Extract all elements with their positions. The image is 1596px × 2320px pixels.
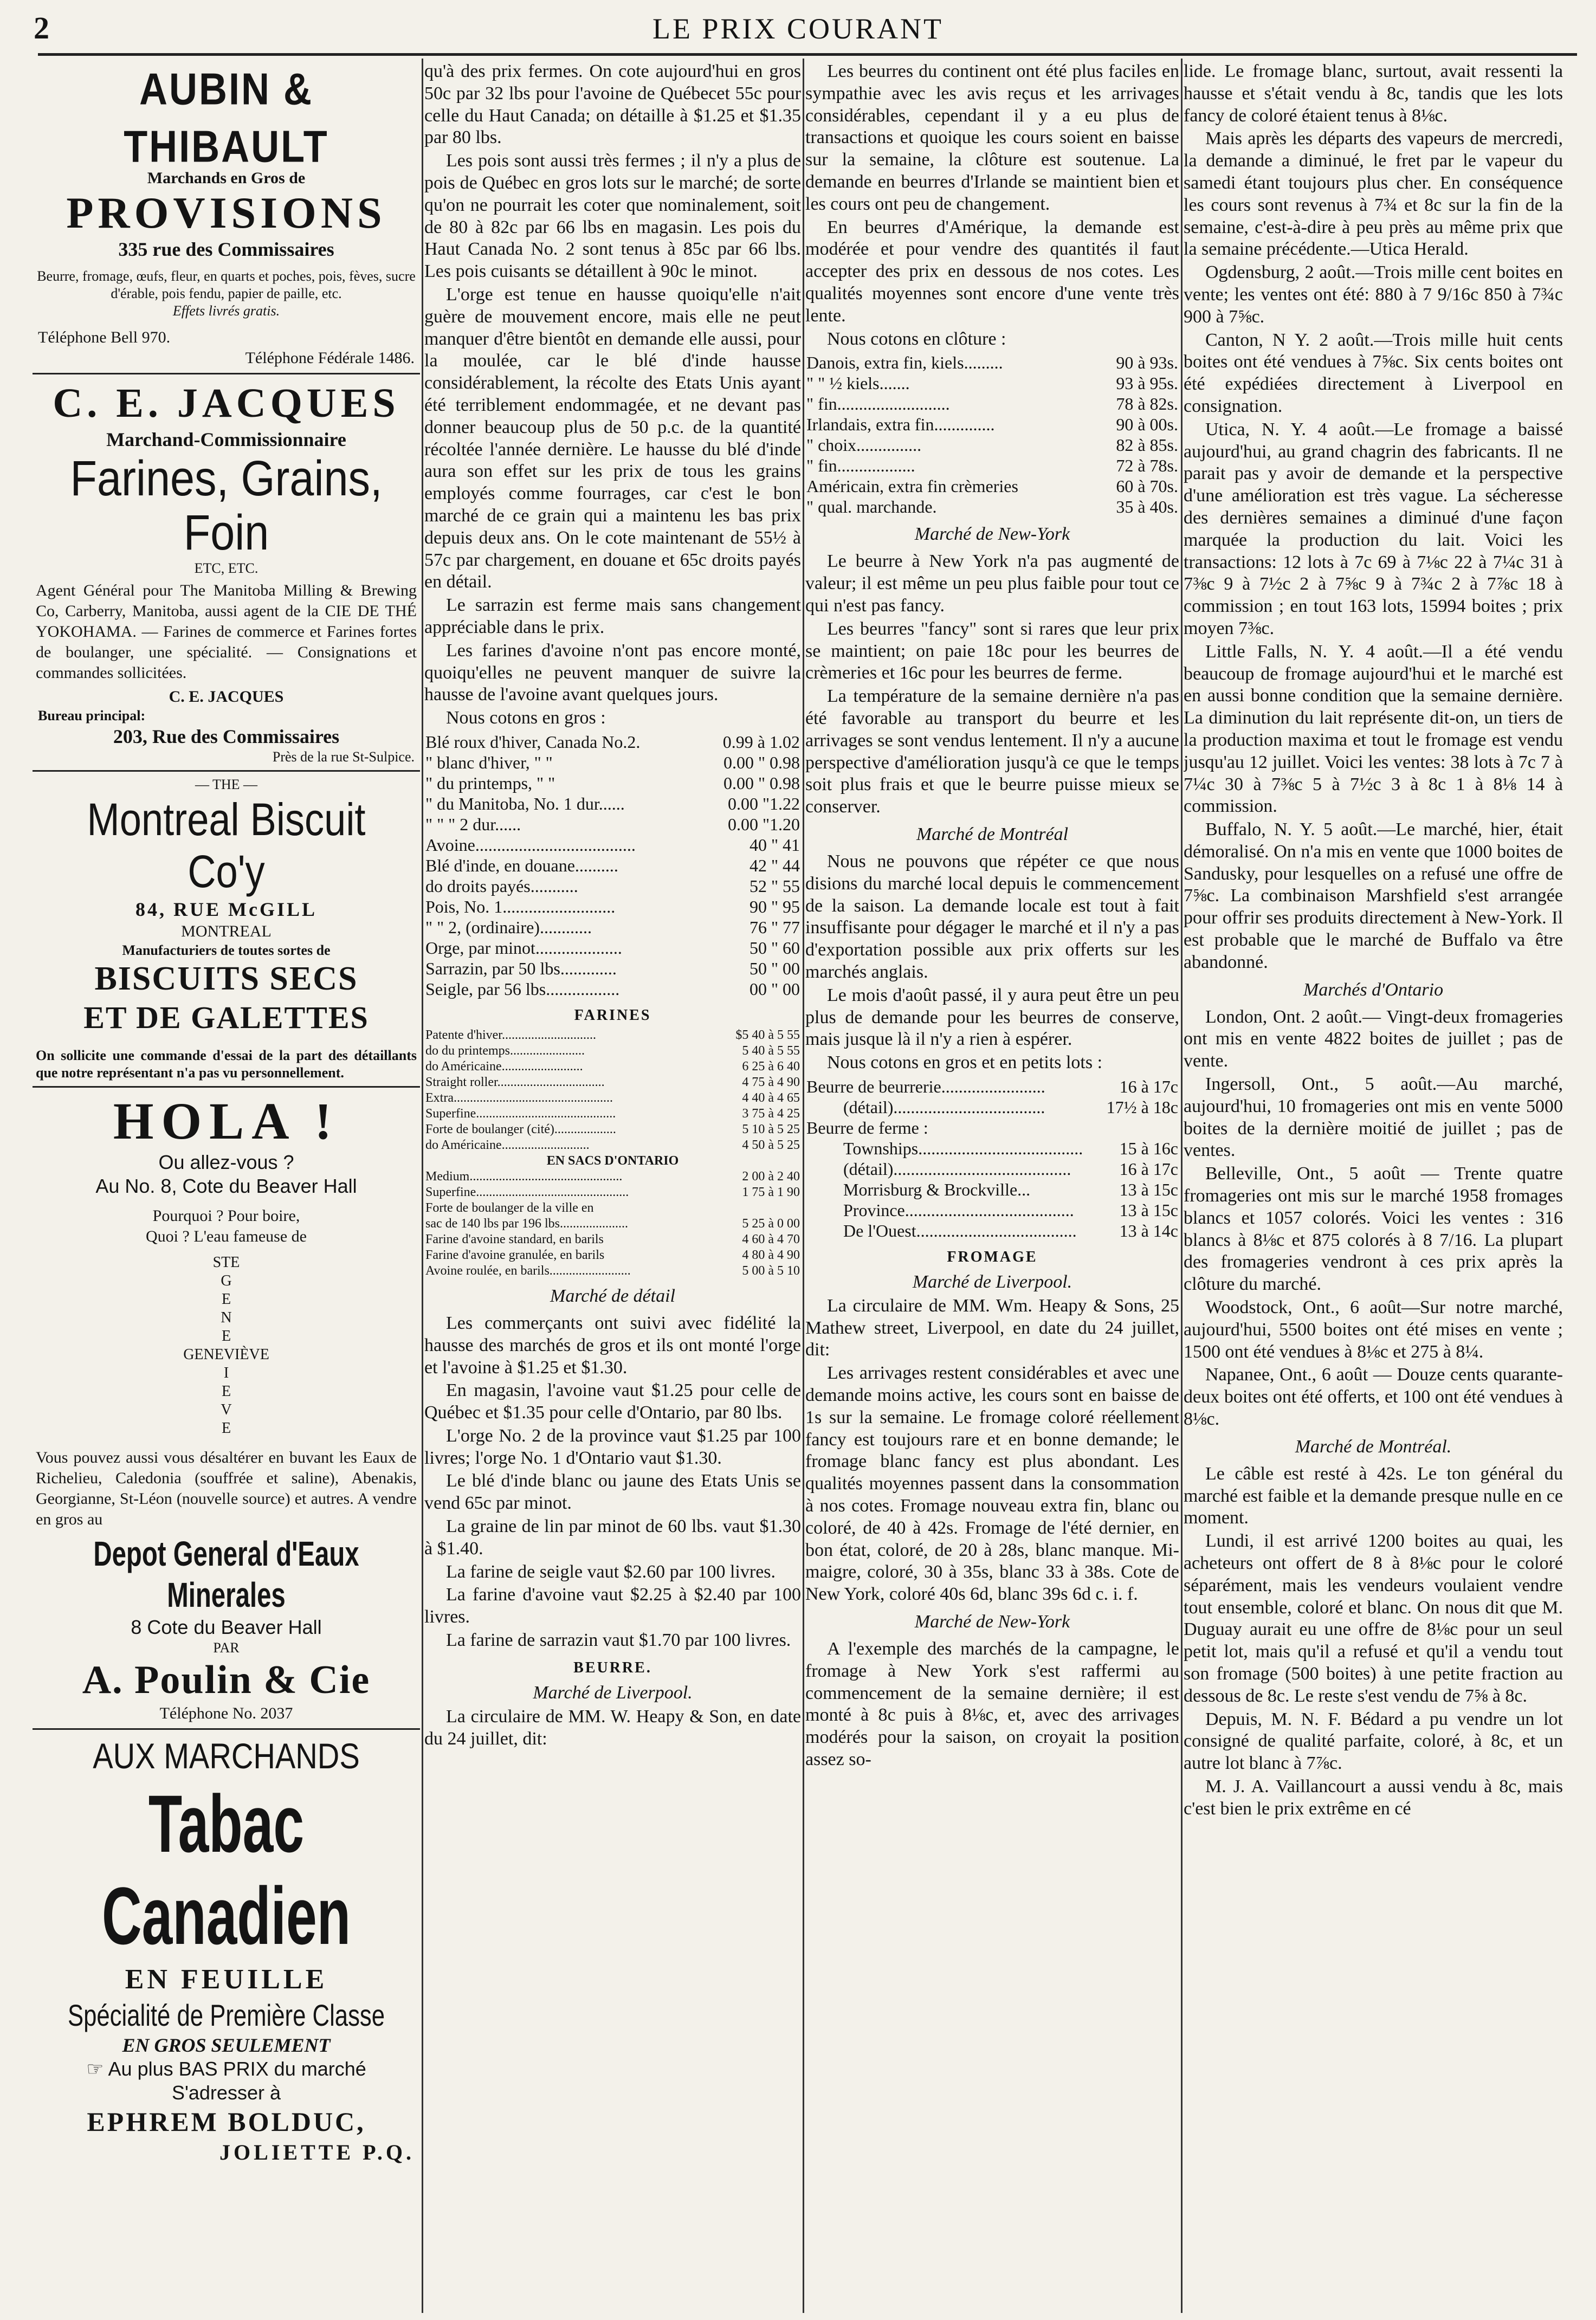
table-cell: Seigle, par 56 lbs................. <box>425 979 620 999</box>
paragraph: L'orge No. 2 de la province vaut $1.25 par 100 livres; l'orge No. 1 d'Ontario vaut $1.30. <box>424 1425 801 1468</box>
table-row <box>424 1075 801 1090</box>
paragraph: La graine de lin par minot de 60 lbs. vaut $1.30 à $1.40. <box>424 1516 801 1559</box>
paragraph: Nous cotons en gros et en petits lots : <box>827 1052 1103 1073</box>
table-row <box>805 1200 1179 1220</box>
table-row <box>805 1159 1179 1179</box>
table-row <box>424 1263 801 1279</box>
table-cell: 16 à 17c <box>1119 1076 1178 1096</box>
paragraph: Le blé d'inde blanc ou jaune des Etats Unis se vend 65c par minot. <box>424 1471 801 1514</box>
page-number: 2 <box>34 10 49 46</box>
newspaper-title: LE PRIX COURANT <box>652 12 944 45</box>
table-cell: 0.00 "1.20 <box>727 814 800 834</box>
paragraph: Utica, N. Y. 4 août.—Le fromage a baissé aujourd'hui, au grand chagrin des fabricants. Il ne parait pas y avoir de demande et la perspective d'une amélioration est très vague. La sécheresse des dernières semaines a diminué d'une façon marquée la production du lait. Voici les transactions: 12 lots à 7c 69 à 7⅛c 22 à 7¼c 31 à 7⅜c 9 à 7½c 2 à 7⅝c 9 à 7¾c 2 à 7⅞c 18 à commission ; en tout 163 lots, 15994 boites ; prix moyen 7⅜c. <box>1184 419 1563 638</box>
ad-text: Manufacturiers de toutes sortes de <box>122 942 331 958</box>
table-cell: Extra................................................. <box>425 1090 613 1105</box>
ad-divider <box>33 1728 420 1730</box>
table-row <box>805 435 1179 455</box>
section-heading: Marché de détail <box>550 1285 675 1306</box>
table-row <box>805 1179 1179 1200</box>
table-cell: 2 00 à 2 40 <box>742 1169 800 1184</box>
table-cell: 4 40 à 4 65 <box>742 1090 800 1105</box>
paragraph: Belleville, Ont., 5 août — Trente quatre fromageries ont mis sur le marché 1958 fromages blancs et 1057 colorés. Voici les ventes : 316 blancs à 8⅛c et 875 colorés à 8 7/16. La plupart des fromageries vendront à ces prix après la clôture du marché. <box>1184 1164 1563 1295</box>
paragraph: Ingersoll, Ont., 5 août.—Au marché, aujourd'hui, 10 fromageries ont mis en vente 5000 boites de la dernière moitié de juillet ; pas de ventes. <box>1184 1074 1563 1161</box>
ad-text: ETC, ETC. <box>194 560 259 576</box>
table-cell: 5 10 à 5 25 <box>742 1122 800 1136</box>
local-butter-table <box>805 1076 1179 1241</box>
table-cell: 13 à 15c <box>1119 1179 1178 1199</box>
page-header <box>0 0 1596 60</box>
ad-address: 8 Cote du Beaver Hall <box>131 1616 322 1638</box>
table-cell: Townships...................................... <box>843 1138 1083 1158</box>
table-cell: 90 à 00s. <box>1116 415 1178 435</box>
ad-tabac <box>33 1734 420 2167</box>
table-cell: 17½ à 18c <box>1106 1097 1178 1117</box>
table-cell: 52 " 55 <box>749 876 800 896</box>
paragraph: La circulaire de MM. Wm. Heapy & Sons, 25 Mathew street, Liverpool, en date du 24 juillet, dit: <box>805 1295 1179 1360</box>
ad-subtitle: Marchand-Commissionnaire <box>106 429 346 450</box>
table-cell: 13 à 15c <box>1119 1200 1178 1220</box>
table-cell: 13 à 14c <box>1119 1220 1178 1240</box>
paragraph: Les commerçants ont suivi avec fidélité la hausse des marchés de gros et ils ont monté l'orge et l'avoine à $1.25 et $1.30. <box>424 1313 801 1378</box>
paragraph: qu'à des prix fermes. On cote aujourd'hui en gros 50c par 32 lbs pour l'avoine de Québecet 55c pour celle du Haut Canada; on détaille à $1.25 et $1.35 par 80 lbs. <box>424 61 801 148</box>
table-row <box>805 414 1179 435</box>
table-cell: Province....................................... <box>843 1200 1074 1220</box>
table-cell: Forte de boulanger (cité)................... <box>425 1122 616 1136</box>
paragraph: A l'exemple des marchés de la campagne, le fromage à New York s'est raffermi au commencement de la semaine dernière; il est monté à 8c puis à 8⅛c, et, avec des arrivages modérés pour la saison, on croyait la position assez so- <box>805 1639 1179 1770</box>
ad-title: C. E. JACQUES <box>53 380 400 426</box>
paragraph: Depuis, M. N. F. Bédard a pu vendre un lot consigné de qualité parfaite, coloré, à 8c, et un autre lot blanc à 7⅞c. <box>1184 1709 1563 1774</box>
table-cell <box>709 1200 801 1216</box>
table-row <box>805 1076 1179 1097</box>
table-cell: 0.00 "1.22 <box>727 793 800 813</box>
paragraph: La circulaire de MM. W. Heapy & Son, en date du 24 juillet, dit: <box>424 1706 801 1749</box>
ad-title: AUBIN & THIBAULT <box>124 64 329 172</box>
table-cell: 72 à 78s. <box>1116 456 1178 476</box>
ad-hola <box>33 1092 420 1724</box>
section-subheading: Marché de Liverpool. <box>912 1271 1072 1292</box>
section-heading: Marché de Montréal. <box>1295 1436 1452 1457</box>
paragraph: Little Falls, N. Y. 4 août.—Il a été vendu beaucoup de fromage aujourd'hui et le marché est en aussi bonne condition que la semaine dernière. La diminution du lait représente dit-on, un tiers de la production maxima et tout le fromage est vendu jusqu'au 12 juillet. Voici les ventes: 38 lots à 7c 7 à 7¼c 30 à 7⅜c 5 à 7½c 3 à 8c 1 à 8⅛ 14 à commission. <box>1184 641 1563 817</box>
table-cell: 4 75 à 4 90 <box>742 1075 800 1089</box>
table-cell: 42 " 44 <box>749 855 800 875</box>
ad-text: Au plus BAS PRIX du marché <box>108 2058 366 2080</box>
table-row <box>424 1153 801 1169</box>
paragraph: La farine de seigle vaut $2.60 par 100 livres. <box>446 1561 776 1582</box>
table-row <box>805 476 1179 496</box>
table-row <box>424 1248 801 1263</box>
table-row <box>805 393 1179 414</box>
ad-text: — THE — <box>195 777 258 792</box>
header-rule <box>38 53 1577 56</box>
ad-signature: C. E. JACQUES <box>169 688 284 706</box>
column-divider <box>803 59 804 2313</box>
ads-column <box>33 61 420 2310</box>
paragraph: Lundi, il est arrivé 1200 boites au quai, les acheteurs ont offert de 8 à 8⅛c pour le coloré séparément, mais les vendeurs voulaient vendre tout ensemble, coloré et blanc. On nous dit que M. Duguay aurait eu une offre de 8⅛c pour un seul petit lot, mais qu'il a refusé et qu'il a vendu tout son fromage (500 boites) à une petite fraction au dessous de 8c. Le reste s'est vendu de 7⅝ à 8c. <box>1184 1531 1563 1706</box>
paragraph: Woodstock, Ont., 6 août—Sur notre marché, aujourd'hui, 5500 boites ont été mises en vente ; 1500 ont été vendues à 8⅛c et 275 à 8¼. <box>1184 1297 1563 1362</box>
table-cell: " du printemps, " " <box>425 773 555 793</box>
ad-headline: ET DE GALETTES <box>83 1000 369 1035</box>
table-row <box>805 352 1179 373</box>
paragraph: lide. Le fromage blanc, surtout, avait ressenti la hausse et s'était vendu à 8c, tandis que les lots fancy de coloré étaient tenus à 8⅛c. <box>1184 61 1563 126</box>
table-row <box>424 835 801 855</box>
article-column-4 <box>1184 61 1563 2310</box>
ad-letter: E <box>221 1291 231 1308</box>
ad-text: Spécialité de Première Classe <box>67 1998 385 2032</box>
ad-letter: E <box>221 1383 231 1400</box>
ad-text: Quoi ? L'eau fameuse de <box>146 1227 307 1245</box>
column-divider <box>422 59 423 2313</box>
ad-title: A. Poulin & Cie <box>82 1658 371 1702</box>
paragraph: Les beurres "fancy" sont si rares que leur prix se maintient; on paie 18c pour les beurres de crèmeries et 16c pour les beurres de ferme. <box>805 618 1179 683</box>
table-cell: " qual. marchande. <box>806 497 937 517</box>
table-cell: " du Manitoba, No. 1 dur...... <box>425 793 625 813</box>
table-row <box>424 979 801 999</box>
ad-letter: V <box>221 1401 232 1418</box>
table-row <box>424 793 801 814</box>
table-cell: 6 25 à 6 40 <box>742 1059 800 1074</box>
table-cell: 90 à 93s. <box>1116 353 1178 373</box>
ad-text: Agent Général pour The Manitoba Milling & Brewing Co, Carberry, Manitoba, aussi agent de la CIE DE THÉ YOKOHAMA. — Farines de commerce et Farines fortes de boulanger, une spécialité. — Consignations et commandes sollicitées. <box>36 581 417 682</box>
table-cell: Orge, par minot.................... <box>425 938 622 958</box>
table-cell: 40 " 41 <box>749 835 800 855</box>
ad-montreal-biscuit <box>33 776 420 1082</box>
paragraph: Le câble est resté à 42s. Le ton général du marché est faible et la demande presque nulle en ce moment. <box>1184 1463 1563 1528</box>
paragraph: Nous cotons en gros : <box>446 708 606 728</box>
ad-text: Pourquoi ? Pour boire, <box>152 1207 300 1225</box>
table-cell: Superfine............................................... <box>425 1185 629 1199</box>
ad-letter: I <box>223 1365 229 1381</box>
ad-aubin-thibault <box>33 64 420 369</box>
table-row <box>805 1220 1179 1241</box>
table-cell: do Américaine........................... <box>425 1138 590 1152</box>
table-row <box>424 814 801 835</box>
table-cell: 5 00 à 5 10 <box>742 1263 800 1278</box>
section-heading: Marché de New-York <box>914 524 1070 545</box>
ad-headline: BISCUITS SECS <box>94 960 358 997</box>
flour-price-table <box>424 1027 801 1279</box>
table-cell: 50 " 00 <box>749 958 800 978</box>
table-cell: 3 75 à 4 25 <box>742 1106 800 1121</box>
table-cell: Blé roux d'hiver, Canada No.2. <box>425 732 641 752</box>
table-cell: Irlandais, extra fin.............. <box>806 415 995 435</box>
table-cell: Avoine roulée, en barils......................... <box>425 1263 631 1278</box>
ad-text: Effets livrés gratis. <box>172 303 280 319</box>
table-row <box>424 896 801 917</box>
ad-text: Beurre, fromage, œufs, fleur, en quarts et poches, pois, fèves, sucre d'érable, pois fendu, papier de paille, etc. <box>37 268 416 301</box>
table-cell: Farine d'avoine granulée, en barils <box>425 1248 605 1262</box>
table-cell: 4 60 à 4 70 <box>742 1232 800 1246</box>
paragraph: La température de la semaine dernière n'a pas été favorable au transport du beurre et les arrivages se sont vendus lentement. Il n'y a aucune perspective d'amélioration jusqu'à ce que le temps soit plus frais et que le beurre puisse mieux se conserver. <box>805 686 1179 817</box>
table-cell: 0.00 " 0.98 <box>723 773 800 793</box>
paragraph: London, Ont. 2 août.— Vingt-deux fromageries ont mis en vente 4822 boites de juillet ; pas de vente. <box>1184 1006 1563 1071</box>
ad-title: Montreal Biscuit Co'y <box>87 794 366 897</box>
table-cell: " " ½ kiels....... <box>806 373 910 393</box>
table-cell: Américain, extra fin crèmeries <box>806 476 1018 496</box>
ad-divider <box>33 770 420 772</box>
section-heading: Marché de New-York <box>914 1612 1070 1632</box>
table-cell: Straight roller................................. <box>425 1075 605 1089</box>
table-cell: " blanc d'hiver, " " <box>425 752 553 772</box>
table-cell: 0.00 " 0.98 <box>723 752 800 772</box>
section-subheading: Marché de Liverpool. <box>533 1682 693 1703</box>
paragraph: M. J. A. Vaillancourt a aussi vendu à 8c, mais c'est bien le prix extrême en cé <box>1184 1776 1563 1819</box>
ad-text: EN FEUILLE <box>125 1964 328 1995</box>
table-cell: Beurre de beurrerie........................ <box>806 1076 1045 1096</box>
table-cell: 50 " 60 <box>749 938 800 958</box>
butter-price-table <box>805 352 1179 517</box>
table-cell: 4 50 à 5 25 <box>742 1138 800 1152</box>
table-row <box>424 917 801 938</box>
table-row <box>805 455 1179 476</box>
table-row <box>424 732 801 752</box>
table-cell: 16 à 17c <box>1119 1159 1178 1179</box>
table-row <box>424 958 801 979</box>
table-row <box>805 1117 1179 1138</box>
ad-headline: HOLA ! <box>113 1092 340 1150</box>
table-cell: $5 40 à 5 55 <box>735 1027 800 1042</box>
ad-text: Bureau principal: <box>38 708 146 723</box>
ad-text: PAR <box>213 1640 240 1656</box>
table-row <box>805 373 1179 393</box>
ad-text: STE <box>212 1254 240 1271</box>
table-row <box>424 1059 801 1075</box>
table-cell: 82 à 85s. <box>1116 435 1178 455</box>
table-cell: 35 à 40s. <box>1116 497 1178 517</box>
paragraph: Les beurres du continent ont été plus faciles en sympathie avec les avis reçus et les arrivages considérables, cependant il y a eu plus de transactions et quoique les cours soient en baisse sur la semaine, la clôture est soutenue. La demande en beurres d'Irlande se maintient bien et les cours ont peu de changement. <box>805 61 1179 214</box>
table-row <box>424 1106 801 1122</box>
table-cell: 1 75 à 1 90 <box>742 1185 800 1199</box>
paragraph: Les arrivages restent considérables et avec une demande moins active, les cours sont en baisse de 1s sur la semaine. Le fromage coloré réellement fancy est toujours rare et en bonne demande; le fromage blanc fancy est plus abondant. Les qualités moyennes passent dans la consommation à nos cotes. Fromage nouveau extra fin, blanc ou coloré, de 40 à 42s. Fromage de l'été dernier, en bon état, coloré, de 20 à 28s, blanc manque. Mi-maigre, coloré, 30 à 35s, blanc 33 à 38s. Cote de New York, coloré 40s 6d, blanc 39s 6d c. i. f. <box>805 1363 1179 1605</box>
ad-text: Près de la rue St-Sulpice. <box>272 749 415 765</box>
table-row <box>424 1043 801 1059</box>
table-cell: 93 à 95s. <box>1116 373 1178 393</box>
table-cell: Pois, No. 1.......................... <box>425 896 616 916</box>
paragraph: Buffalo, N. Y. 5 août.—Le marché, hier, était démoralisé. On n'a mis en vente que 1000 boites de Sandusky, pour lesquelles on a refusé une offre de 7⅝c. La combinaison Marshfield s'est arrangée pour offrir ses produits directement à New-York. Il est probable que le marché de Buffalo va être abandonné. <box>1184 819 1563 972</box>
table-row <box>805 1138 1179 1159</box>
paragraph: L'orge est tenue en hausse quoiqu'elle n'ait guère de mouvement encore, mais elle ne peut manquer d'être bientôt en demande elle aussi, pour la moulée, car le blé d'inde hausse considérablement, la récolte des Etats Unis ayant été terriblement endommagée, et ne devant pas donner beaucoup plus de 50 p.c. de la quantité récoltée l'année dernière. Le hausse du blé d'inde aura son effet sur les prix de tous les grains employés comme fourrages, car c'est le bon marché de ce grain qui a maintenu les bas prix depuis deux ans. On le cote maintenant de 55½ à 57c par chargement, en douane et 65c droits payés en détail. <box>424 284 801 592</box>
table-cell: Avoine..................................... <box>425 835 636 855</box>
table-cell: 90 " 95 <box>749 896 800 916</box>
ad-divider <box>33 1086 420 1088</box>
ad-letter: G <box>221 1272 232 1289</box>
section-heading: Marchés d'Ontario <box>1303 979 1444 1000</box>
pointing-hand-icon: ☞ <box>86 2058 104 2080</box>
table-cell: do du printemps....................... <box>425 1043 585 1058</box>
table-cell: 5 40 à 5 55 <box>742 1043 800 1058</box>
table-row <box>424 752 801 773</box>
grain-price-table <box>424 732 801 999</box>
paragraph: La farine de sarrazin vaut $1.70 par 100 livres. <box>446 1630 791 1651</box>
ad-text: Ou allez-vous ? <box>158 1151 294 1173</box>
section-heading: BEURRE. <box>573 1659 652 1676</box>
table-row <box>424 938 801 958</box>
table-cell: 78 à 82s. <box>1116 394 1178 414</box>
ad-address: Au No. 8, Cote du Beaver Hall <box>95 1175 357 1197</box>
column-divider <box>1181 59 1183 2313</box>
table-row <box>424 1200 801 1216</box>
ad-phone: Téléphone No. 2037 <box>159 1704 293 1722</box>
table-cell: Sarrazin, par 50 lbs............. <box>425 958 617 978</box>
paragraph: Le beurre à New York n'a pas augmenté de valeur; il est même un peu plus faible pour tout ce qui n'est pas fancy. <box>805 551 1179 616</box>
ad-headline: Depot General d'Eaux Minerales <box>93 1534 359 1614</box>
paragraph: Ogdensburg, 2 août.—Trois mille cent boites en vente; les ventes ont été: 880 à 7 9/16c 850 à 7¾c 900 à 7⅝c. <box>1184 262 1563 327</box>
table-cell: De l'Ouest..................................... <box>843 1220 1077 1240</box>
paragraph: Napanee, Ont., 6 août — Douze cents quarante-deux boites ont été offerts, et 100 ont été vendues à 8⅛c. <box>1184 1365 1563 1430</box>
table-cell: 0.99 à 1.02 <box>722 732 800 752</box>
table-row <box>424 855 801 876</box>
ad-text: On sollicite une commande d'essai de la part des détaillants que notre représentant n'a pas vu personnellement. <box>36 1048 417 1081</box>
paragraph: Le sarrazin est ferme mais sans changement appréciable dans le prix. <box>424 595 801 637</box>
ad-phone: Téléphone Bell 970. <box>38 328 171 346</box>
ad-text <box>33 2057 420 2081</box>
table-cell: " " 2, (ordinaire)............ <box>425 917 592 937</box>
table-row <box>424 1232 801 1248</box>
section-heading: FROMAGE <box>947 1248 1038 1265</box>
ad-text: MONTREAL <box>181 922 272 940</box>
table-cell: " fin.......................... <box>806 394 950 414</box>
table-cell: 5 25 à 0 00 <box>742 1216 800 1231</box>
ad-text: GENEVIÈVE <box>183 1346 269 1363</box>
table-row <box>805 496 1179 517</box>
table-cell: 60 à 70s. <box>1116 476 1178 496</box>
table-cell: Forte de boulanger de la ville en <box>425 1200 594 1215</box>
table-cell: 76 " 77 <box>749 917 800 937</box>
table-cell: do droits payés........... <box>425 876 578 896</box>
ad-headline: PROVISIONS <box>66 188 386 237</box>
table-cell: 00 " 00 <box>749 979 800 999</box>
table-row <box>424 876 801 896</box>
paragraph: En beurres d'Amérique, la demande est modérée et pour vendre des quantités il faut accepter des prix en dessous de nos cotes. Les qualités moyennes sont encore d'une vente très lente. <box>805 217 1179 326</box>
table-row <box>424 1185 801 1200</box>
table-cell: sac de 140 lbs par 196 lbs..................... <box>425 1216 628 1231</box>
ad-address: 335 rue des Commissaires <box>118 238 334 260</box>
paragraph: Mais après les départs des vapeurs de mercredi, la demande a diminué, le fret par le vapeur du samedi étant toujours plus cher. En conséquence les cours sont revenus à 7¾ et 8c sur la fin de la semaine, c'est-à-dire à peu près au même prix que la semaine précédente.—Utica Herald. <box>1184 128 1563 260</box>
paragraph: Les farines d'avoine n'ont pas encore monté, quoiqu'elles ne peuvent manquer de suivre la hausse de l'avoine avant quelques jours. <box>424 640 801 705</box>
table-cell: Patente d'hiver............................. <box>425 1027 596 1042</box>
section-heading: Marché de Montréal <box>916 824 1069 844</box>
table-row <box>424 1027 801 1043</box>
ad-letter: E <box>221 1328 231 1345</box>
ad-title: EPHREM BOLDUC, <box>87 2106 366 2137</box>
paragraph: Nous cotons en clôture : <box>827 328 1006 349</box>
ad-letter: N <box>221 1309 232 1326</box>
ad-headline: Farines, Grains, Foin <box>70 451 383 560</box>
table-cell: " " " 2 dur...... <box>425 814 521 834</box>
table-row <box>424 1122 801 1138</box>
table-row <box>424 1138 801 1153</box>
ad-text: Vous pouvez aussi vous désaltérer en buvant les Eaux de Richelieu, Caledonia (souffrée et saline), Abenakis, Georgianne, St-Léon (nouvelle source) et autres. A vendre en gros au <box>36 1449 417 1528</box>
paragraph: La farine d'avoine vaut $2.25 à $2.40 par 100 livres. <box>424 1585 801 1627</box>
paragraph: Le mois d'août passé, il y aura peut être un peu plus de demande pour les beurres de conserve, mais jusque là il n'y a rien à espérer. <box>805 985 1179 1050</box>
table-cell: Beurre de ferme : <box>806 1117 928 1138</box>
paragraph: Canton, N Y. 2 août.—Trois mille huit cents boites ont été vendues à 7⅝c. Six cents boites ont été expédiées directement à Liverpool en consignation. <box>1184 329 1563 416</box>
ad-divider <box>33 373 420 374</box>
table-cell: Morrisburg & Brockville... <box>843 1179 1031 1199</box>
ad-address: 203, Rue des Commissaires <box>113 726 340 747</box>
ad-jacques <box>33 379 420 766</box>
table-cell: Blé d'inde, en douane.......... <box>425 855 618 875</box>
paragraph: Les pois sont aussi très fermes ; il n'y a plus de pois de Québec en gros lots sur le marché; de sorte qu'on ne pourrait les coter que nominalement, soit de 80 à 82c par 66 lbs en magasin. Les pois du Haut Canada No. 2 sont tenus à 85c par 66 lbs. Les pois cuisants se détaillent à 90c le minot. <box>424 151 801 282</box>
paragraph: Nous ne pouvons que répéter ce que nous disions du marché local depuis le commencement de la saison. La demande locale est tout à fait insuffisante pour dégager le marché et il n'y a pas d'exportation possible aux prix offerts sur les marchés anglais. <box>805 851 1179 982</box>
table-cell: Superfine........................................... <box>425 1106 616 1121</box>
section-heading: FARINES <box>574 1006 651 1024</box>
ad-title: AUX MARCHANDS <box>93 1736 360 1776</box>
table-row <box>424 1090 801 1106</box>
table-subheading: EN SACS D'ONTARIO <box>546 1153 679 1168</box>
table-cell: " choix............... <box>806 435 922 455</box>
article-column-2 <box>424 61 801 2310</box>
table-cell: 4 80 à 4 90 <box>742 1248 800 1262</box>
table-row <box>424 773 801 793</box>
article-column-3 <box>805 61 1179 2310</box>
table-cell: Farine d'avoine standard, en barils <box>425 1232 604 1246</box>
ad-phone: Téléphone Fédérale 1486. <box>245 349 415 367</box>
table-row <box>424 1169 801 1185</box>
ad-vertical-word <box>33 1253 420 1438</box>
table-cell: (détail)................................... <box>843 1097 1045 1117</box>
ad-letter: E <box>221 1420 231 1437</box>
table-row <box>424 1216 801 1232</box>
table-cell: Medium............................................... <box>425 1169 623 1184</box>
table-cell: 15 à 16c <box>1119 1138 1178 1158</box>
ad-text: EN GROS SEULEMENT <box>122 2034 331 2056</box>
table-cell: Danois, extra fin, kiels......... <box>806 353 1003 373</box>
ad-subtitle: Marchands en Gros de <box>147 169 306 187</box>
paragraph: En magasin, l'avoine vaut $1.25 pour celle de Québec et $1.35 pour celle d'Ontario, par 80 lbs. <box>424 1380 801 1423</box>
table-cell: " fin.................. <box>806 456 915 476</box>
ad-headline: Tabac Canadien <box>101 1778 351 1961</box>
table-row <box>805 1097 1179 1117</box>
ad-text: S'adresser à <box>172 2082 281 2104</box>
ad-address: JOLIETTE P.Q. <box>219 2140 415 2164</box>
ad-address: 84, RUE McGILL <box>135 899 317 920</box>
table-cell: do Américaine......................... <box>425 1059 583 1074</box>
table-cell: (détail)......................................... <box>843 1159 1071 1179</box>
